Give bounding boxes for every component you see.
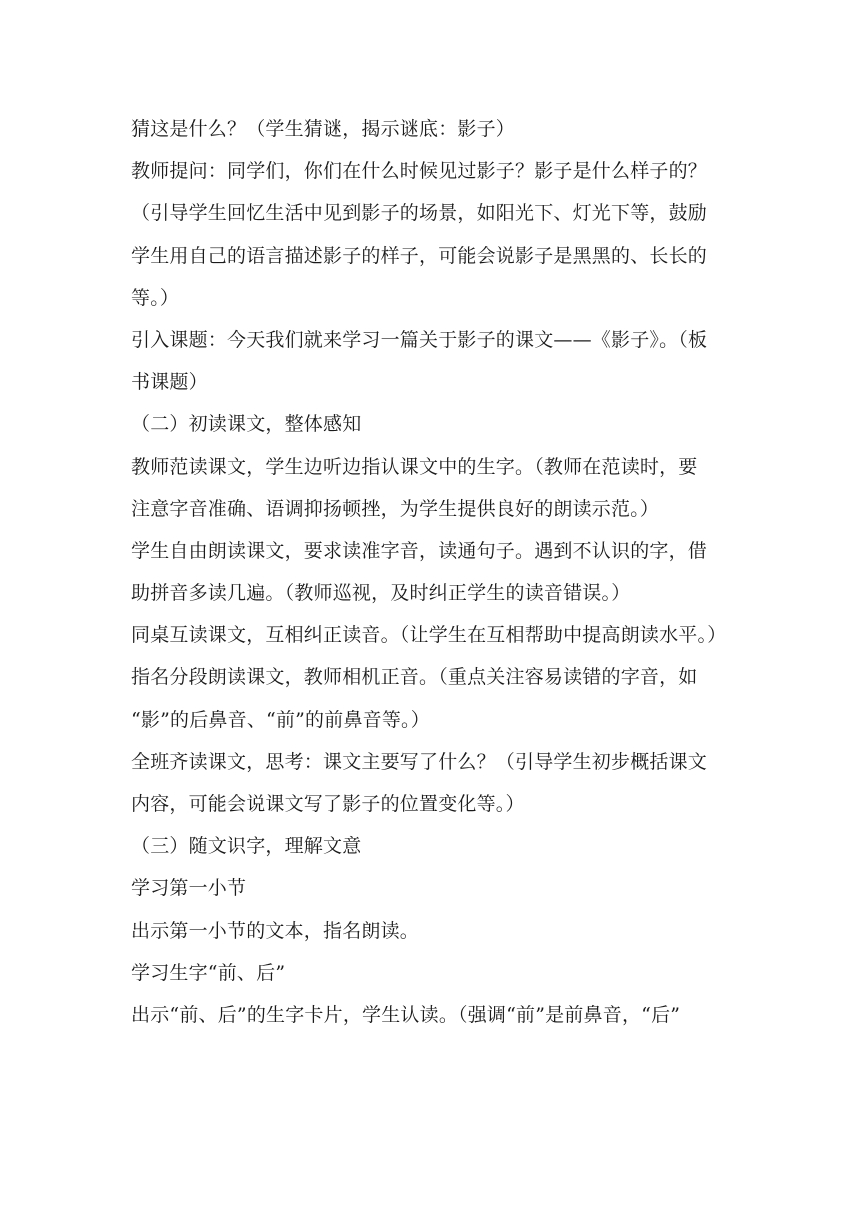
text-line: 学生自由朗读课文，要求读准字音，读通句子。遇到不认识的字，借 — [131, 539, 708, 562]
section-heading: （二）初读课文，整体感知 — [131, 413, 362, 436]
text-line: 助拼音多读几遍。（教师巡视，及时纠正学生的读音错误。） — [131, 582, 631, 605]
text-line: 学习第一小节 — [131, 877, 247, 900]
text-line: 同桌互读课文，互相纠正读音。（让学生在互相帮助中提高朗读水平。） — [131, 624, 727, 647]
text-line: 猜这是什么？（学生猜谜，揭示谜底：影子） — [131, 118, 516, 140]
text-line: 出示“前、后”的生字卡片，学生认读。（强调“前”是前鼻音，“后” — [131, 1003, 681, 1026]
text-line: （引导学生回忆生活中见到影子的场景，如阳光下、灯光下等，鼓励 — [131, 202, 708, 225]
text-line: 学生用自己的语言描述影子的样子，可能会说影子是黑黑的、长长的 — [131, 244, 708, 267]
text-line: 内容，可能会说课文写了影子的位置变化等。） — [131, 793, 525, 815]
text-line: 引入课题：今天我们就来学习一篇关于影子的课文——《影子》。（板 — [131, 328, 708, 351]
text-line: 学习生字“前、后” — [131, 961, 286, 984]
text-line: 等。） — [131, 286, 180, 309]
text-line: 出示第一小节的文本，指名朗读。 — [131, 919, 420, 942]
text-line: 注意字音准确、语调抑扬顿挫，为学生提供良好的朗读示范。） — [131, 497, 660, 520]
section-heading: （三）随文识字，理解文意 — [131, 835, 362, 858]
text-line: 教师提问：同学们，你们在什么时候见过影子？影子是什么样子的？ — [131, 160, 708, 183]
text-line: 书课题） — [131, 371, 208, 394]
text-line: 教师范读课文，学生边听边指认课文中的生字。（教师在范读时，要 — [131, 455, 698, 478]
document-body — [131, 112, 731, 1034]
text-line: 全班齐读课文，思考：课文主要写了什么？（引导学生初步概括课文 — [131, 750, 708, 773]
text-line: “影”的后鼻音、“前”的前鼻音等。） — [131, 708, 430, 731]
text-line: 指名分段朗读课文，教师相机正音。（重点关注容易读错的字音，如 — [131, 666, 698, 689]
